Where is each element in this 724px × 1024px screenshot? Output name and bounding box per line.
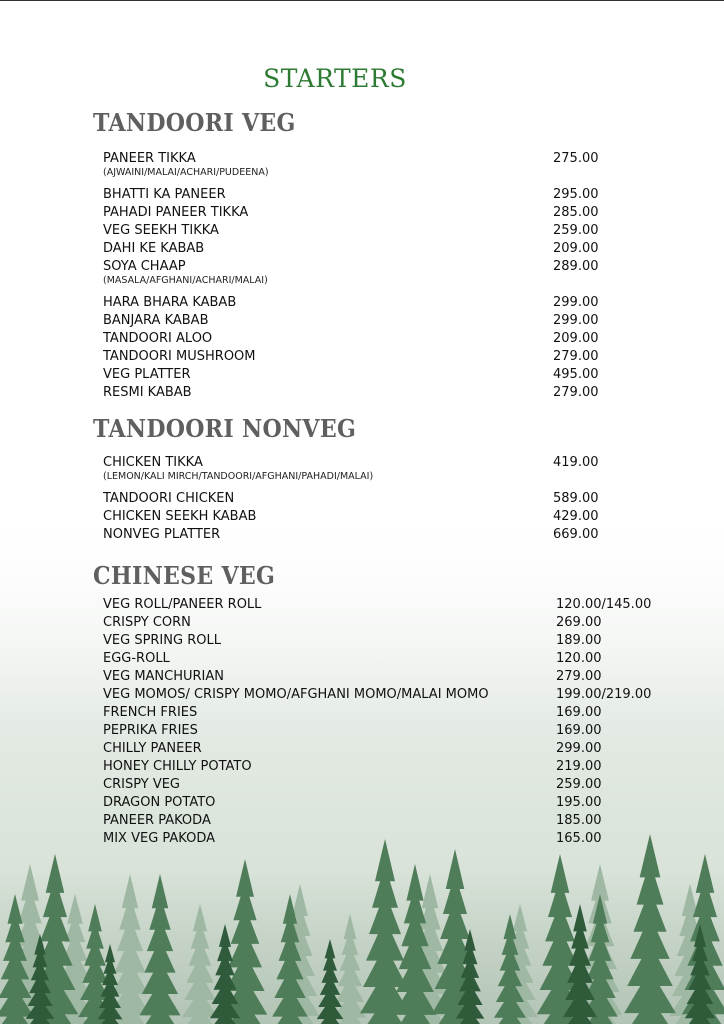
- menu-item-price: 279.00: [553, 385, 599, 400]
- menu-item: [103, 650, 724, 668]
- menu-item-price: 199.00/219.00: [556, 687, 652, 702]
- menu-item: [103, 508, 724, 526]
- menu-item-name: BANJARA KABAB: [103, 313, 209, 328]
- menu-item-name: CHICKEN TIKKA: [103, 455, 203, 470]
- menu-item-price: 299.00: [556, 741, 602, 756]
- menu-item-options: (AJWAINI/MALAI/ACHARI/PUDEENA): [103, 167, 269, 178]
- menu-item: [103, 204, 724, 222]
- menu-item-price: 275.00: [553, 151, 599, 166]
- menu-item: [103, 150, 724, 178]
- menu-item: [103, 722, 724, 740]
- menu-item-name: FRENCH FRIES: [103, 705, 198, 720]
- page-title: STARTERS: [263, 64, 407, 93]
- menu-item: [103, 454, 724, 482]
- menu-item-price: 185.00: [556, 813, 602, 828]
- menu-item-price: 189.00: [556, 633, 602, 648]
- menu-item: [103, 776, 724, 794]
- menu-item-price: 285.00: [553, 205, 599, 220]
- menu-item-name: TANDOORI MUSHROOM: [103, 349, 256, 364]
- menu-item-price: 209.00: [553, 241, 599, 256]
- menu-item-options: (MASALA/AFGHANI/ACHARI/MALAI): [103, 275, 268, 286]
- menu-item-name: EGG-ROLL: [103, 651, 170, 666]
- section-title: TANDOORI VEG: [93, 108, 296, 137]
- menu-item: [103, 258, 724, 286]
- menu-item: [103, 668, 724, 686]
- menu-item-options: (LEMON/KALI MIRCH/TANDOORI/AFGHANI/PAHADI/MALAI): [103, 471, 374, 482]
- menu-item: [103, 704, 724, 722]
- menu-item-name: VEG SPRING ROLL: [103, 633, 221, 648]
- menu-item-price: 589.00: [553, 491, 599, 506]
- menu-item-name: MIX VEG PAKODA: [103, 831, 216, 846]
- menu-item-price: 279.00: [556, 669, 602, 684]
- menu-item-name: NONVEG PLATTER: [103, 527, 221, 542]
- menu-item-name: CRISPY VEG: [103, 777, 181, 792]
- menu-item-name: VEG MANCHURIAN: [103, 669, 224, 684]
- menu-item-price: 120.00/145.00: [556, 597, 652, 612]
- menu-item-name: CHICKEN SEEKH KABAB: [103, 509, 257, 524]
- menu-item: [103, 614, 724, 632]
- menu-item-name: PANEER TIKKA: [103, 151, 196, 166]
- menu-item: [103, 812, 724, 830]
- menu-item: [103, 526, 724, 544]
- menu-item: [103, 222, 724, 240]
- menu-item-price: 279.00: [553, 349, 599, 364]
- menu-item-price: 669.00: [553, 527, 599, 542]
- menu-item-name: HARA BHARA KABAB: [103, 295, 237, 310]
- menu-item-name: DAHI KE KABAB: [103, 241, 205, 256]
- menu-item-price: 295.00: [553, 187, 599, 202]
- top-border-line: [0, 0, 724, 1]
- menu-item-price: 259.00: [556, 777, 602, 792]
- menu-item: [103, 348, 724, 366]
- menu-item-price: 419.00: [553, 455, 599, 470]
- section-title: CHINESE VEG: [93, 561, 276, 590]
- menu-item-name: TANDOORI ALOO: [103, 331, 213, 346]
- menu-item: [103, 490, 724, 508]
- menu-item-name: VEG PLATTER: [103, 367, 191, 382]
- section-title: TANDOORI NONVEG: [93, 414, 357, 443]
- menu-item-name: VEG MOMOS/ CRISPY MOMO/AFGHANI MOMO/MALAI MOMO: [103, 687, 489, 702]
- menu-item-name: CRISPY CORN: [103, 615, 191, 630]
- menu-item: [103, 240, 724, 258]
- menu-item-name: PANEER PAKODA: [103, 813, 211, 828]
- menu-item-name: SOYA CHAAP: [103, 259, 186, 274]
- menu-item: [103, 632, 724, 650]
- menu-item-name: TANDOORI CHICKEN: [103, 491, 235, 506]
- menu-item-price: 120.00: [556, 651, 602, 666]
- menu-item-price: 259.00: [553, 223, 599, 238]
- menu-item-name: PAHADI PANEER TIKKA: [103, 205, 249, 220]
- menu-item: [103, 330, 724, 348]
- menu-item: [103, 596, 724, 614]
- menu-item-name: DRAGON POTATO: [103, 795, 216, 810]
- menu-item-name: BHATTI KA PANEER: [103, 187, 226, 202]
- menu-item-price: 209.00: [553, 331, 599, 346]
- menu-item-price: 219.00: [556, 759, 602, 774]
- menu-item-price: 299.00: [553, 295, 599, 310]
- menu-item-price: 169.00: [556, 705, 602, 720]
- menu-item: [103, 186, 724, 204]
- menu-item-name: CHILLY PANEER: [103, 741, 202, 756]
- menu-item-price: 289.00: [553, 259, 599, 274]
- menu-item: [103, 794, 724, 812]
- menu-item: [103, 294, 724, 312]
- menu-item-price: 299.00: [553, 313, 599, 328]
- menu-item-price: 169.00: [556, 723, 602, 738]
- menu-item-name: PEPRIKA FRIES: [103, 723, 198, 738]
- menu-item: [103, 758, 724, 776]
- menu-item-name: VEG ROLL/PANEER ROLL: [103, 597, 262, 612]
- menu-item-name: RESMI KABAB: [103, 385, 192, 400]
- menu-item: [103, 740, 724, 758]
- menu-item: [103, 366, 724, 384]
- menu-item-name: HONEY CHILLY POTATO: [103, 759, 252, 774]
- menu-item: [103, 686, 724, 704]
- menu-item-price: 429.00: [553, 509, 599, 524]
- menu-item: [103, 312, 724, 330]
- menu-item-name: VEG SEEKH TIKKA: [103, 223, 219, 238]
- menu-item-price: 195.00: [556, 795, 602, 810]
- menu-item: [103, 830, 724, 848]
- menu-item-price: 165.00: [556, 831, 602, 846]
- menu-item: [103, 384, 724, 402]
- menu-item-price: 495.00: [553, 367, 599, 382]
- menu-item-price: 269.00: [556, 615, 602, 630]
